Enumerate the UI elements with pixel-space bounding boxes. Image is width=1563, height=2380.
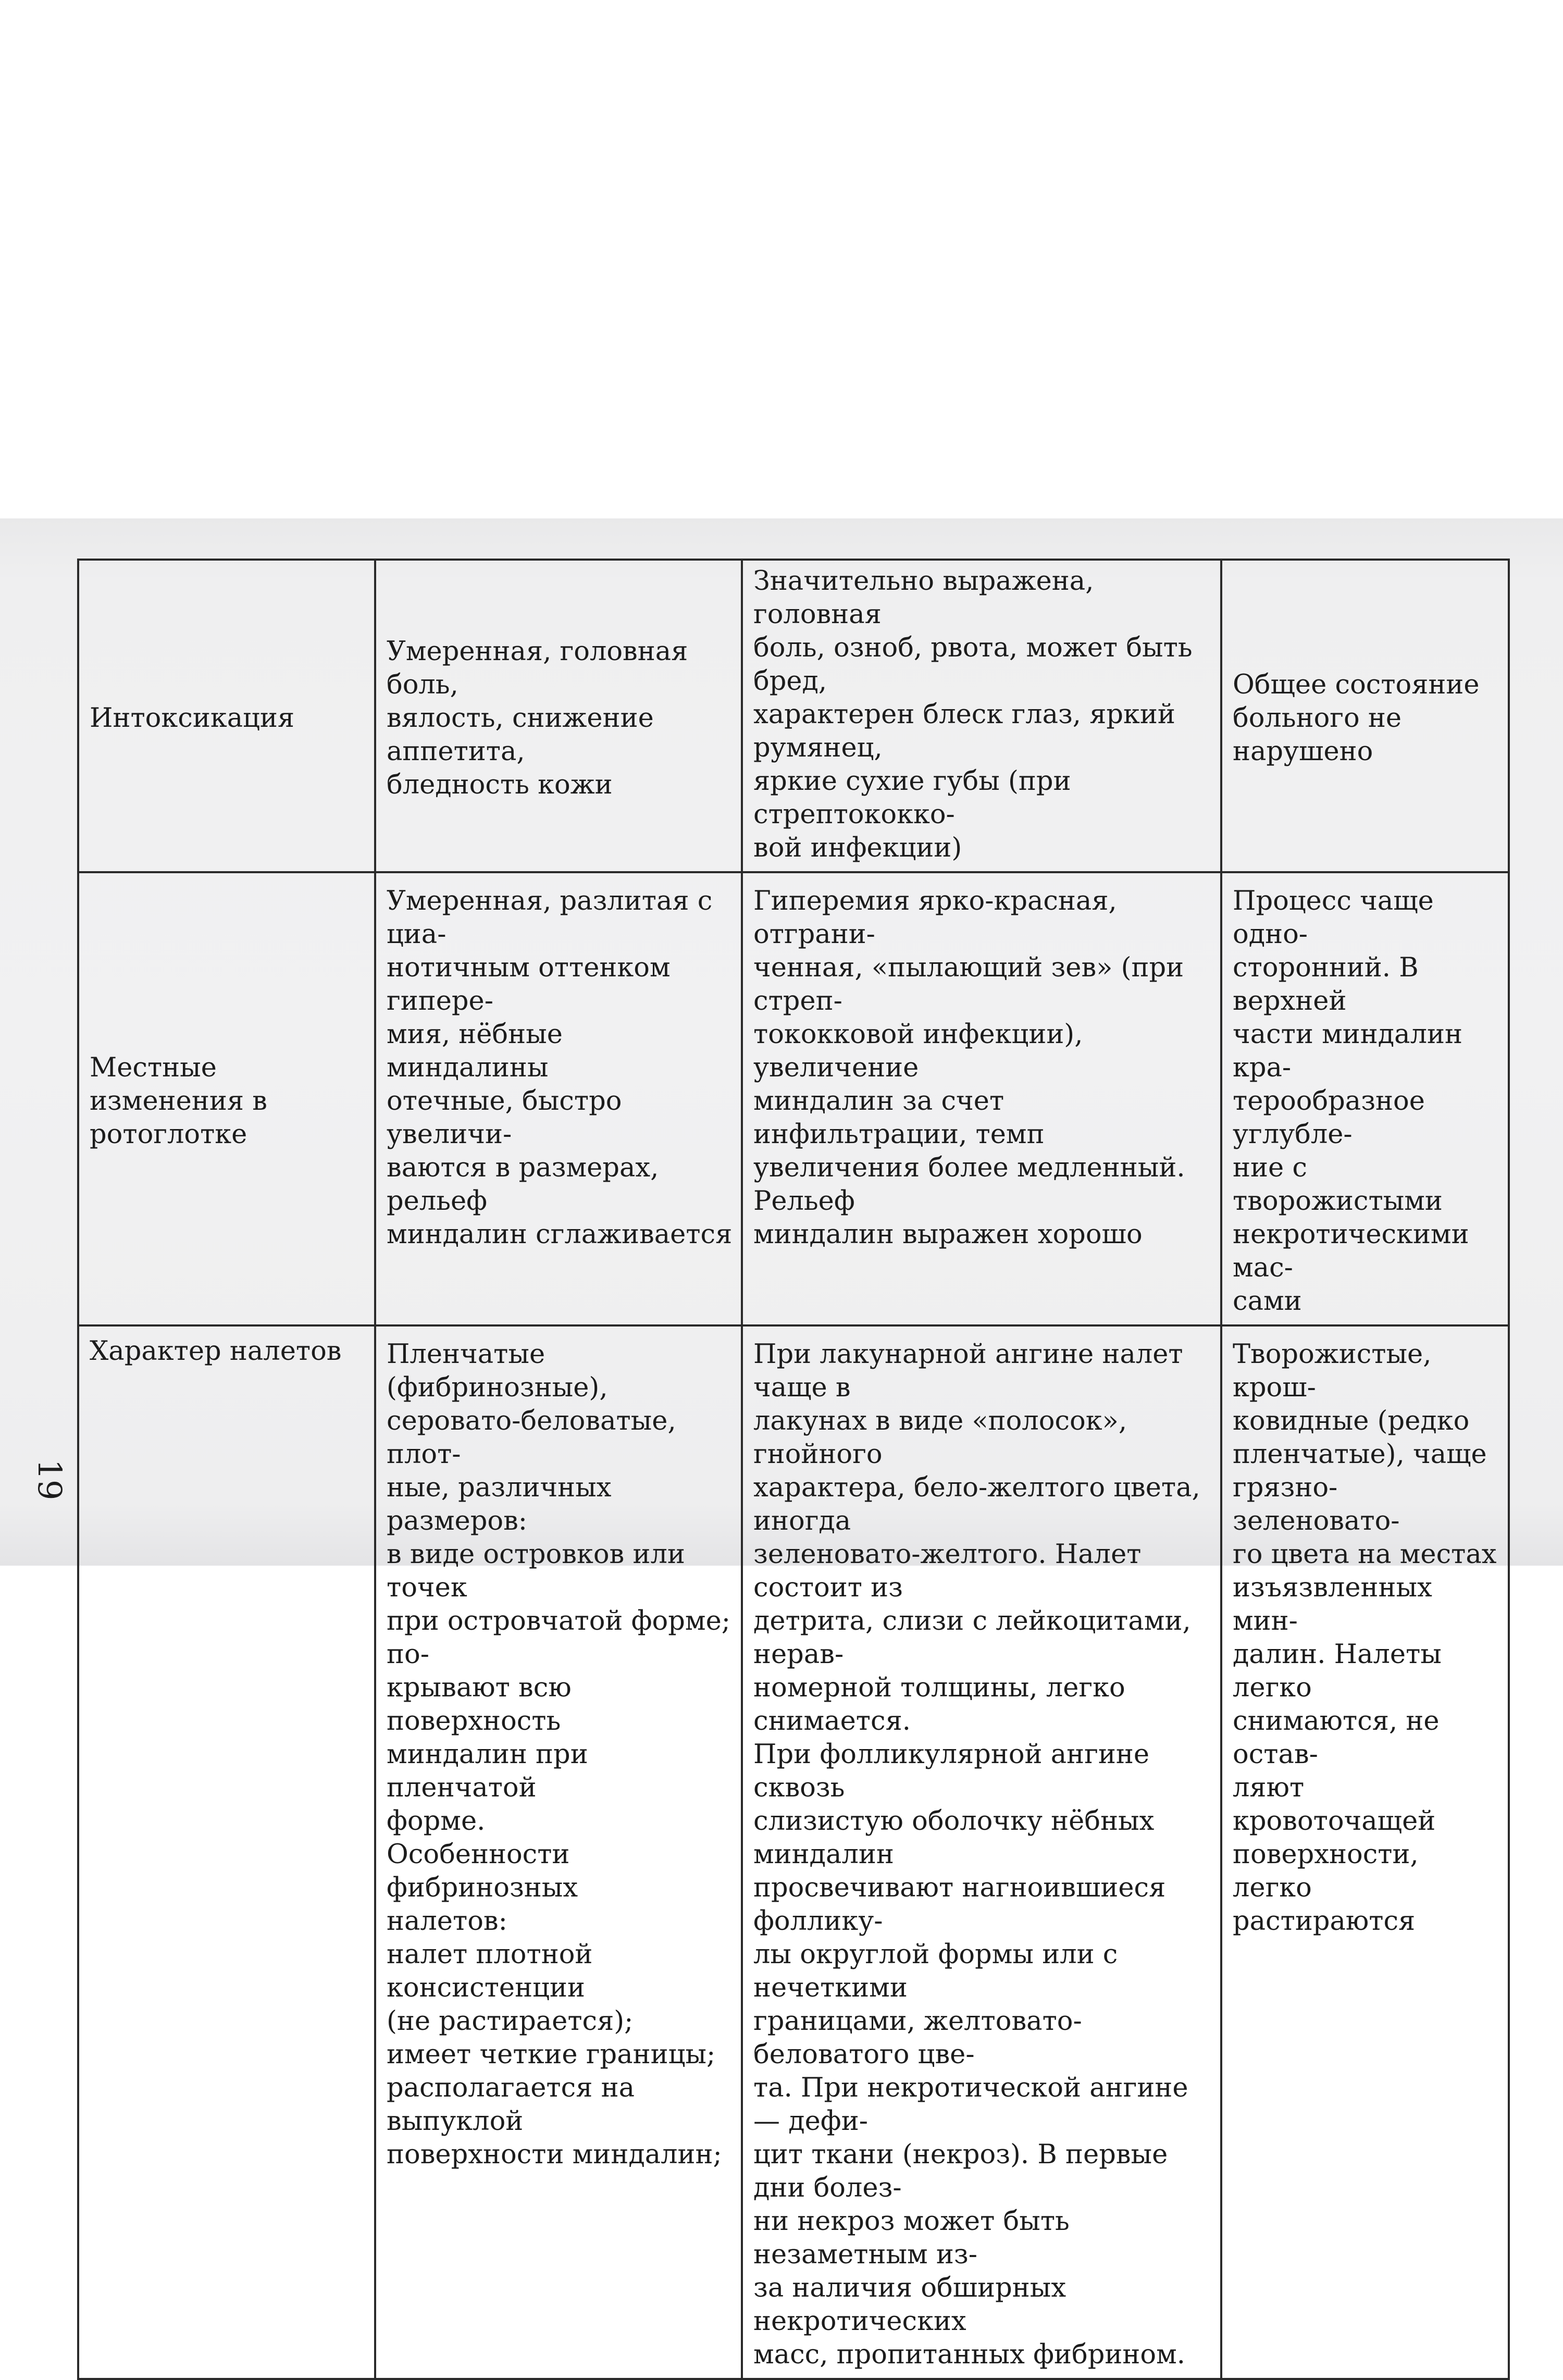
table-row-intoxication xyxy=(78,560,1509,872)
row-label-intoxication: Интоксикация xyxy=(78,560,375,872)
cell-local-changes-col3: Процесс чаще одно- сторонний. В верхней части миндалин кра- терообразное углубле- ние с творожистыми некротическими мас- сами xyxy=(1221,872,1509,1325)
table-row-plaque-character xyxy=(78,1325,1509,2379)
row-label-plaque-character: Характер налетов xyxy=(78,1325,375,2379)
cell-plaque-character-col3: Творожистые, крош- ковидные (редко пленчатые), чаще грязно-зеленовато- го цвета на местах изъязвленных мин- далин. Налеты легко снимаются, не остав- ляют кровоточащей поверхности, легко растираются xyxy=(1221,1325,1509,2379)
cell-plaque-character-col2: При лакунарной ангине налет чаще в лакунах в виде «полосок», гнойного характера, бело-желтого цвета, иногда зеленовато-желтого. Налет состоит из детрита, слизи с лейкоцитами, нерав- номерной толщины, легко снимается. При фолликулярной ангине сквозь слизистую оболочку нёбных миндалин просвечивают нагноившиеся фоллику- лы округлой формы или с нечеткими границами, желтовато-беловатого цве- та. При некротической ангине — дефи- цит ткани (некроз). В первые дни болез- ни некроз может быть незаметным из- за наличия обширных некротических масс, пропитанных фибрином. xyxy=(742,1325,1221,2379)
cell-local-changes-col1: Умеренная, разлитая с циа- нотичным оттенком гипере- мия, нёбные миндалины отечные, быстро увеличи- ваются в размерах, рельеф миндалин сглаживается xyxy=(375,872,742,1325)
cell-local-changes-col2: Гиперемия ярко-красная, отграни- ченная, «пылающий зев» (при стреп- тококковой инфекции), увеличение миндалин за счет инфильтрации, темп увеличения более медленный. Рельеф миндалин выражен хорошо xyxy=(742,872,1221,1325)
cell-intoxication-col2: Значительно выражена, головная боль, озноб, рвота, может быть бред, характерен блеск глаз, яркий румянец, яркие сухие губы (при стрептококко- вой инфекции) xyxy=(742,560,1221,872)
cell-intoxication-col3: Общее состояние больного не нарушено xyxy=(1221,560,1509,872)
table-row-local-changes xyxy=(78,872,1509,1325)
cell-intoxication-col1: Умеренная, головная боль, вялость, снижение аппетита, бледность кожи xyxy=(375,560,742,872)
row-label-local-changes: Местные изменения в ротоглотке xyxy=(78,872,375,1325)
comparison-table xyxy=(77,559,1510,2380)
cell-plaque-character-col1: Пленчатые (фибринозные), серовато-беловатые, плот- ные, различных размеров: в виде островков или точек при островчатой форме; по- крывают всю поверхность миндалин при пленчатой форме. Особенности фибринозных налетов: налет плотной консистенции (не растирается); имеет четкие границы; располагается на выпуклой поверхности миндалин; xyxy=(375,1325,742,2379)
page-number: 19 xyxy=(31,1459,69,1501)
